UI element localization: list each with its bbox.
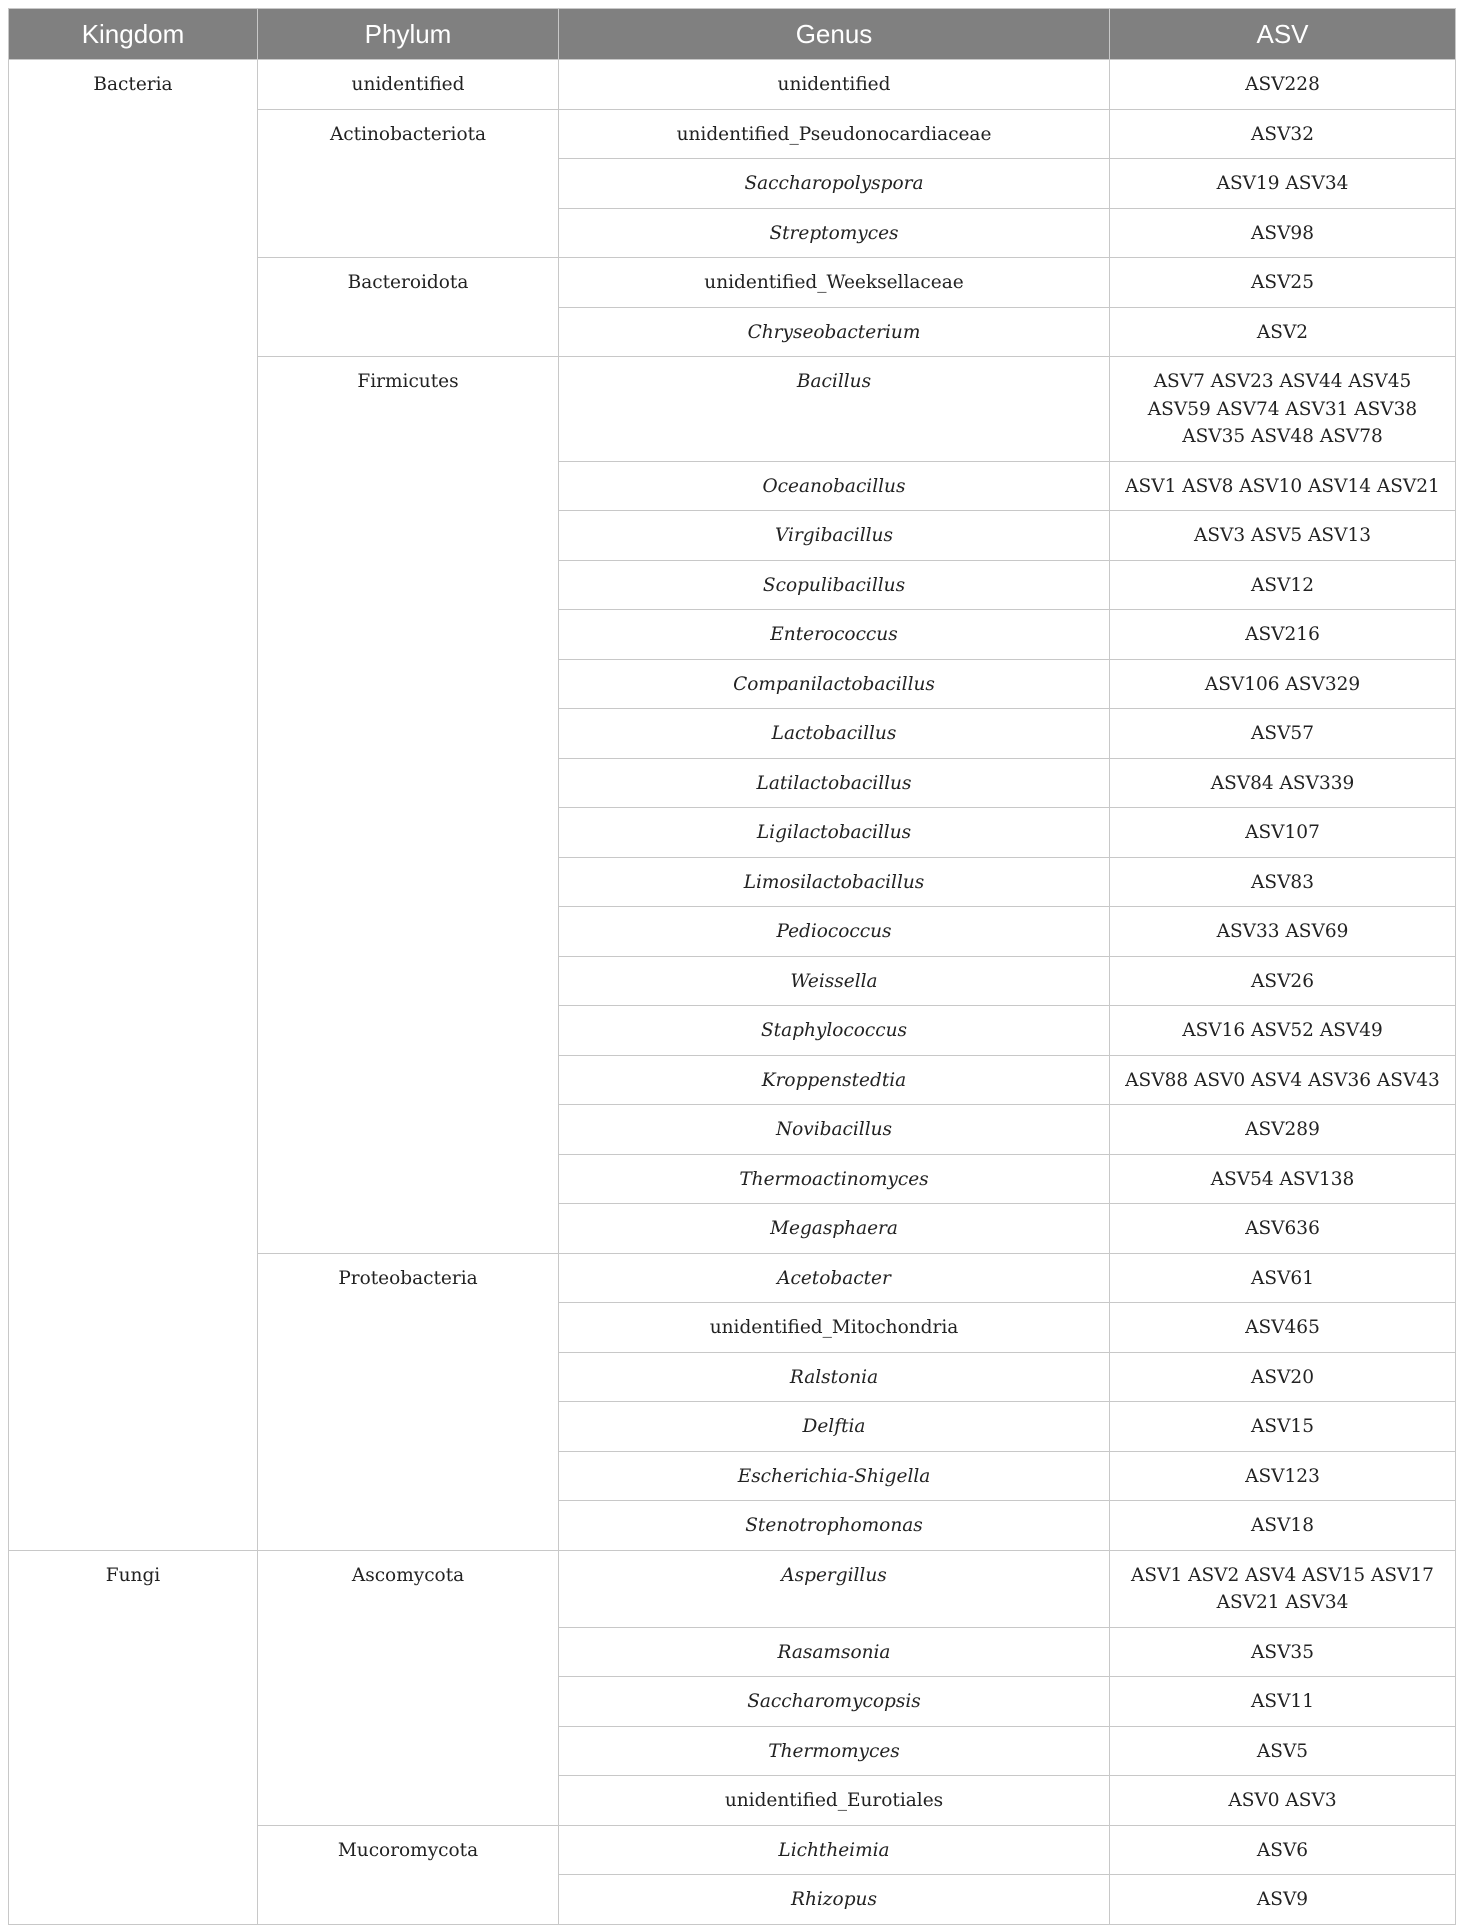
- genus-cell: Lactobacillus: [559, 709, 1110, 759]
- table-row: [9, 1550, 1456, 1627]
- header-row: [9, 9, 1456, 60]
- genus-cell: Enterococcus: [559, 610, 1110, 660]
- asv-cell: ASV16 ASV52 ASV49: [1110, 1006, 1456, 1056]
- asv-cell: ASV35: [1110, 1627, 1456, 1677]
- asv-cell: ASV88 ASV0 ASV4 ASV36 ASV43: [1110, 1055, 1456, 1105]
- asv-cell: ASV289: [1110, 1105, 1456, 1155]
- genus-cell: unidentified_Mitochondria: [559, 1303, 1110, 1353]
- asv-cell: ASV123: [1110, 1451, 1456, 1501]
- genus-cell: Staphylococcus: [559, 1006, 1110, 1056]
- header-phylum: Phylum: [258, 9, 559, 60]
- phylum-cell: Ascomycota: [258, 1550, 559, 1825]
- asv-cell: ASV54 ASV138: [1110, 1154, 1456, 1204]
- genus-cell: Thermomyces: [559, 1726, 1110, 1776]
- asv-cell: ASV107: [1110, 808, 1456, 858]
- genus-cell: Companilactobacillus: [559, 659, 1110, 709]
- phylum-cell: Firmicutes: [258, 357, 559, 1254]
- phylum-cell: Mucoromycota: [258, 1825, 559, 1924]
- genus-cell: Acetobacter: [559, 1253, 1110, 1303]
- asv-cell: ASV57: [1110, 709, 1456, 759]
- genus-cell: Kroppenstedtia: [559, 1055, 1110, 1105]
- genus-cell: Saccharopolyspora: [559, 159, 1110, 209]
- genus-cell: Thermoactinomyces: [559, 1154, 1110, 1204]
- genus-cell: Stenotrophomonas: [559, 1501, 1110, 1551]
- asv-cell: ASV25: [1110, 258, 1456, 308]
- genus-cell: unidentified: [559, 60, 1110, 110]
- header-genus: Genus: [559, 9, 1110, 60]
- asv-cell: ASV106 ASV329: [1110, 659, 1456, 709]
- table-body: [9, 60, 1456, 1925]
- genus-cell: Latilactobacillus: [559, 758, 1110, 808]
- genus-cell: Chryseobacterium: [559, 307, 1110, 357]
- genus-cell: Scopulibacillus: [559, 560, 1110, 610]
- genus-cell: Virgibacillus: [559, 511, 1110, 561]
- asv-cell: ASV83: [1110, 857, 1456, 907]
- asv-cell: ASV26: [1110, 956, 1456, 1006]
- asv-cell: ASV98: [1110, 208, 1456, 258]
- phylum-cell: Bacteroidota: [258, 258, 559, 357]
- genus-cell: Saccharomycopsis: [559, 1677, 1110, 1727]
- asv-cell: ASV1 ASV2 ASV4 ASV15 ASV17 ASV21 ASV34: [1110, 1550, 1456, 1627]
- asv-cell: ASV7 ASV23 ASV44 ASV45 ASV59 ASV74 ASV31 ASV38 ASV35 ASV48 ASV78: [1110, 357, 1456, 462]
- asv-cell: ASV33 ASV69: [1110, 907, 1456, 957]
- kingdom-cell: Fungi: [9, 1550, 258, 1924]
- genus-cell: unidentified_Weeksellaceae: [559, 258, 1110, 308]
- genus-cell: Oceanobacillus: [559, 461, 1110, 511]
- genus-cell: Rhizopus: [559, 1875, 1110, 1925]
- genus-cell: Delftia: [559, 1402, 1110, 1452]
- phylum-cell: Proteobacteria: [258, 1253, 559, 1550]
- phylum-cell: unidentified: [258, 60, 559, 110]
- genus-cell: Rasamsonia: [559, 1627, 1110, 1677]
- genus-cell: Streptomyces: [559, 208, 1110, 258]
- taxonomy-table: [8, 8, 1456, 1925]
- genus-cell: Ligilactobacillus: [559, 808, 1110, 858]
- phylum-cell: Actinobacteriota: [258, 109, 559, 258]
- asv-cell: ASV5: [1110, 1726, 1456, 1776]
- genus-cell: Lichtheimia: [559, 1825, 1110, 1875]
- asv-cell: ASV19 ASV34: [1110, 159, 1456, 209]
- kingdom-cell: Bacteria: [9, 60, 258, 1551]
- header-asv: ASV: [1110, 9, 1456, 60]
- asv-cell: ASV636: [1110, 1204, 1456, 1254]
- asv-cell: ASV61: [1110, 1253, 1456, 1303]
- asv-cell: ASV84 ASV339: [1110, 758, 1456, 808]
- genus-cell: Megasphaera: [559, 1204, 1110, 1254]
- genus-cell: Bacillus: [559, 357, 1110, 462]
- asv-cell: ASV228: [1110, 60, 1456, 110]
- asv-cell: ASV15: [1110, 1402, 1456, 1452]
- asv-cell: ASV18: [1110, 1501, 1456, 1551]
- asv-cell: ASV9: [1110, 1875, 1456, 1925]
- asv-cell: ASV1 ASV8 ASV10 ASV14 ASV21: [1110, 461, 1456, 511]
- genus-cell: unidentified_Pseudonocardiaceae: [559, 109, 1110, 159]
- asv-cell: ASV11: [1110, 1677, 1456, 1727]
- asv-cell: ASV12: [1110, 560, 1456, 610]
- genus-cell: Limosilactobacillus: [559, 857, 1110, 907]
- genus-cell: Ralstonia: [559, 1352, 1110, 1402]
- asv-cell: ASV32: [1110, 109, 1456, 159]
- genus-cell: Novibacillus: [559, 1105, 1110, 1155]
- genus-cell: Pediococcus: [559, 907, 1110, 957]
- genus-cell: Aspergillus: [559, 1550, 1110, 1627]
- table-header: [9, 9, 1456, 60]
- asv-cell: ASV3 ASV5 ASV13: [1110, 511, 1456, 561]
- asv-cell: ASV0 ASV3: [1110, 1776, 1456, 1826]
- header-kingdom: Kingdom: [9, 9, 258, 60]
- asv-cell: ASV216: [1110, 610, 1456, 660]
- asv-cell: ASV2: [1110, 307, 1456, 357]
- asv-cell: ASV6: [1110, 1825, 1456, 1875]
- table-row: [9, 60, 1456, 110]
- genus-cell: Escherichia-Shigella: [559, 1451, 1110, 1501]
- asv-cell: ASV20: [1110, 1352, 1456, 1402]
- asv-cell: ASV465: [1110, 1303, 1456, 1353]
- genus-cell: Weissella: [559, 956, 1110, 1006]
- genus-cell: unidentified_Eurotiales: [559, 1776, 1110, 1826]
